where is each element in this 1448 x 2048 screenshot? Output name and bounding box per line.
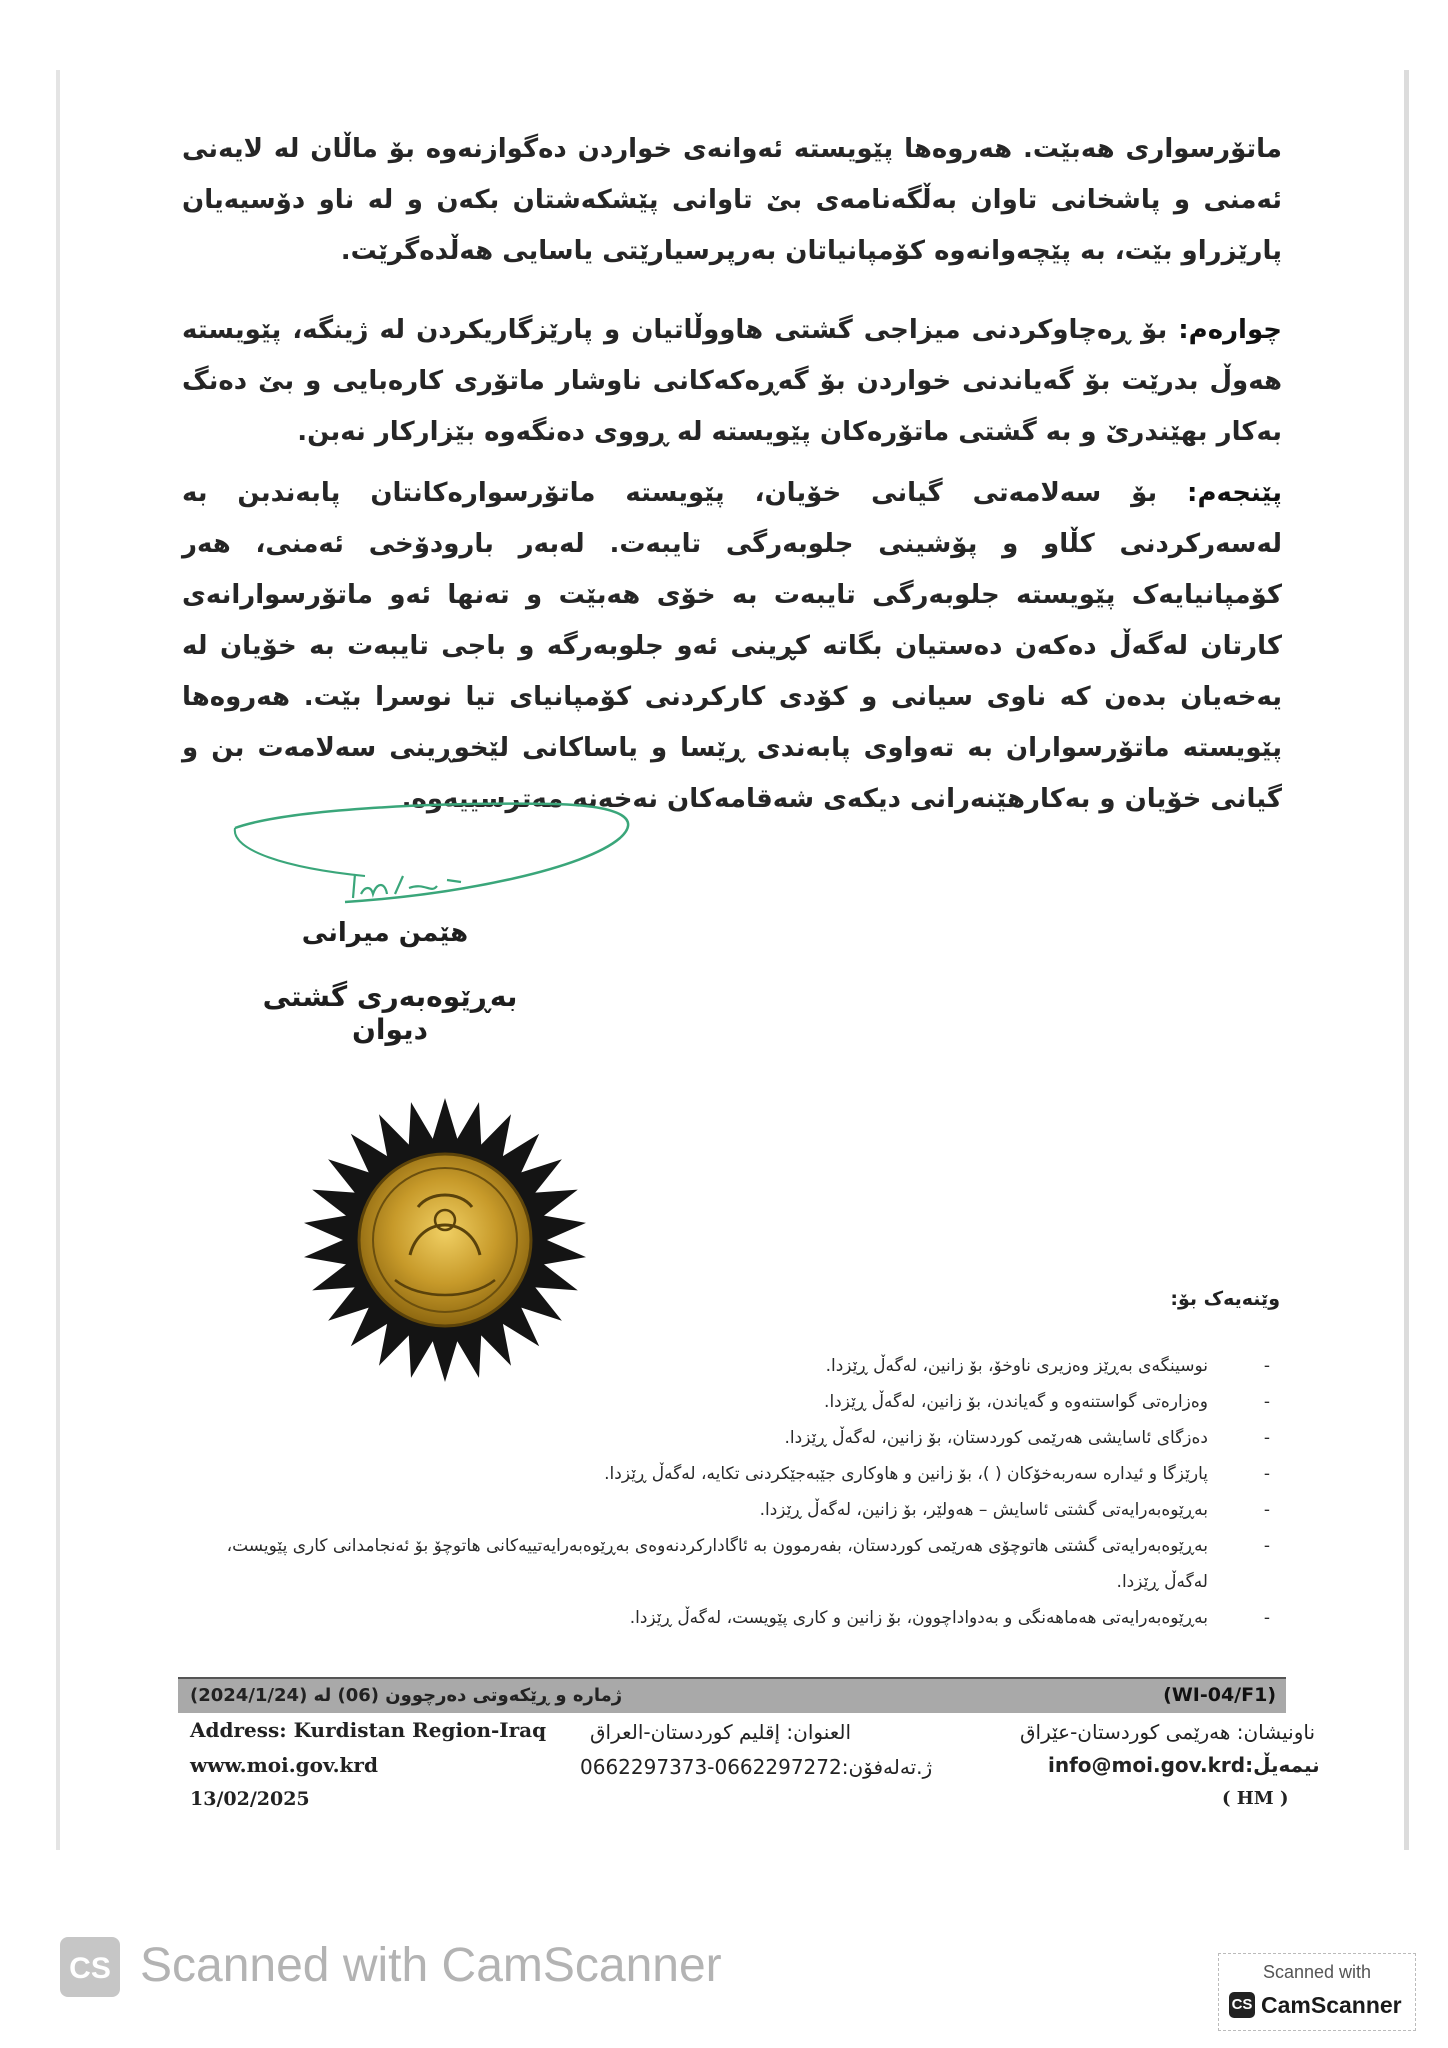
email-address[interactable]: نیمەیڵ:info@moi.gov.krd (1048, 1753, 1320, 1777)
badge-caption: Scanned with (1262, 1962, 1372, 1982)
signer-title: بەڕێوەبەری گشتی دیوان (262, 980, 518, 1046)
cc-list-item (180, 1348, 1270, 1384)
cc-heading: وێنەیەک بۆ: (1170, 1288, 1280, 1310)
badge-logo-icon: CS (1229, 1992, 1255, 2018)
address-arabic: العنوان: إقليم كوردستان-العراق (590, 1720, 852, 1744)
badge-brand-name: CamScanner (1261, 1992, 1402, 2018)
cc-list (180, 1348, 1270, 1636)
paragraph-heading: پێنجەم: (1187, 478, 1282, 508)
signer-name: هێمن میرانی (301, 918, 469, 948)
list-dash: - (1263, 1392, 1270, 1412)
cc-recipient-text: وەزارەتی گواستنەوە و گەیاندن، بۆ زانین، لەگەڵ ڕێزدا. (824, 1392, 1208, 1412)
list-dash: - (1263, 1464, 1270, 1484)
paragraph-text: بۆ ڕەچاوکردنی میزاجی گشتی هاووڵاتیان و پارێزگاریکردن لە ژینگە، پێویستە هەوڵ بدرێت بۆ گەیاندنی خواردن بۆ گەڕەکەکانی ناوشار ماتۆری کارەبایی و بێ دەنگ بەکار بهێندرێ و بە گشتی ماتۆرەکان پێویستە لە ڕووی دەنگەوە بێزارکار نەبن. (182, 315, 1282, 447)
list-dash: - (1263, 1536, 1270, 1556)
cc-recipient-text: دەزگای ئاسایشی هەرێمی کوردستان، بۆ زانین، لەگەڵ ڕێزدا. (784, 1428, 1208, 1448)
paragraph-heading: چوارەم: (1178, 315, 1282, 345)
handwritten-signature (225, 790, 645, 920)
address-kurdish: ناونیشان: هەرێمی کوردستان-عێراق (1020, 1720, 1316, 1744)
cc-list-item (180, 1456, 1270, 1492)
form-reference-code: (WI-04/F1) (1163, 1684, 1276, 1706)
initials: ( HM ) (1222, 1788, 1289, 1809)
gold-seal (300, 1095, 590, 1385)
cc-recipient-text: بەڕێوەبەرایەتی هەماهەنگی و بەدواداچوون، بۆ زانین و کاری پێویست، لەگەڵ ڕێزدا. (629, 1608, 1208, 1628)
cc-recipient-text: نوسینگەی بەڕێز وەزیری ناوخۆ، بۆ زانین، لەگەڵ ڕێزدا. (825, 1356, 1208, 1376)
cc-list-item (180, 1600, 1270, 1636)
body-paragraph (182, 124, 1282, 277)
phone-numbers: ژ.تەلەفۆن:0662297272-0662297373 (580, 1755, 933, 1779)
paragraph-text: بۆ سەلامەتی گیانی خۆیان، پێویستە ماتۆرسوارەکانتان پابەندبن بە لەسەرکردنی کڵاو و پۆشینی جلوبەرگی تایبەت. لەبەر بارودۆخی ئەمنی، هەر کۆمپانیایەک پێویستە جلوبەرگی تایبەت بە خۆی هەبێت و تەنها ئەو ماتۆرسوارانەی کارتان لەگەڵ دەکەن دەستیان بگاتە کڕینی ئەو جلوبەرگە و باجی تایبەت بە خۆیان لە یەخەیان بدەن کە ناوی سیانی و کۆدی کارکردنی کۆمپانیای تیا نوسرا بێت. هەروەها پێویستە ماتۆرسواران بە تەواوی پابەندی ڕێسا و یاساکانی لێخوڕینی سەلامەت بن و گیانی خۆیان و بەکارهێنەرانی دیکەی شەقامەکان نەخەنە مەترسییەوە. (182, 478, 1282, 814)
page-edge (1404, 70, 1409, 1850)
list-dash: - (1263, 1356, 1270, 1376)
cc-recipient-text: بەڕێوەبەرایەتی گشتی هاتوچۆی هەرێمی کوردستان، بفەرموون بە ئاگادارکردنەوەی بەڕێوەبەرایەتییەکانی هاتوچۆ بۆ ئەنجامدانی کاری پێویست، لەگەڵ ڕێزدا. (226, 1536, 1208, 1592)
page-edge (56, 70, 60, 1850)
body-paragraph (182, 305, 1282, 458)
footer-reference-bar (178, 1677, 1286, 1713)
cc-list-item (180, 1384, 1270, 1420)
list-dash: - (1263, 1608, 1270, 1628)
document-date: 13/02/2025 (190, 1788, 310, 1810)
list-dash: - (1263, 1428, 1270, 1448)
cc-list-item (180, 1420, 1270, 1456)
website-link[interactable]: www.moi.gov.krd (190, 1753, 378, 1777)
cc-recipient-text: بەڕێوەبەرایەتی گشتی ئاسایش – هەولێر، بۆ زانین، لەگەڵ ڕێزدا. (759, 1500, 1208, 1520)
cc-list-item (180, 1492, 1270, 1528)
address-english: Address: Kurdistan Region-Iraq (190, 1718, 547, 1742)
camscanner-logo-text: CS (69, 1952, 111, 1985)
cc-list-item (180, 1528, 1270, 1600)
cc-recipient-text: پارێزگا و ئیدارە سەربەخۆکان ( )، بۆ زانین و هاوکاری جێبەجێکردنی تکایە، لەگەڵ ڕێزدا. (604, 1464, 1208, 1484)
camscanner-logo-icon (58, 1935, 122, 1999)
camscanner-badge (1218, 1953, 1416, 2031)
body-paragraph (182, 468, 1282, 825)
list-dash: - (1263, 1500, 1270, 1520)
paragraph-text: ماتۆرسواری هەبێت. هەروەها پێویستە ئەوانەی خواردن دەگوازنەوە بۆ ماڵان لە لایەنی ئەمنی و پاشخانی تاوان بەڵگەنامەی بێ تاوانی پێشکەشتان بکەن و لە ناو دۆسیەیان پارێزراو بێت، بە پێچەوانەوە کۆمپانیاتان بەرپرسیارێتی یاسایی هەڵدەگرێت. (182, 134, 1282, 266)
camscanner-watermark: Scanned with CamScanner (140, 1939, 722, 1992)
issue-number-date: ژمارە و ڕێکەوتی دەرچوون (06) لە (2024/1/24) (190, 1685, 623, 1706)
